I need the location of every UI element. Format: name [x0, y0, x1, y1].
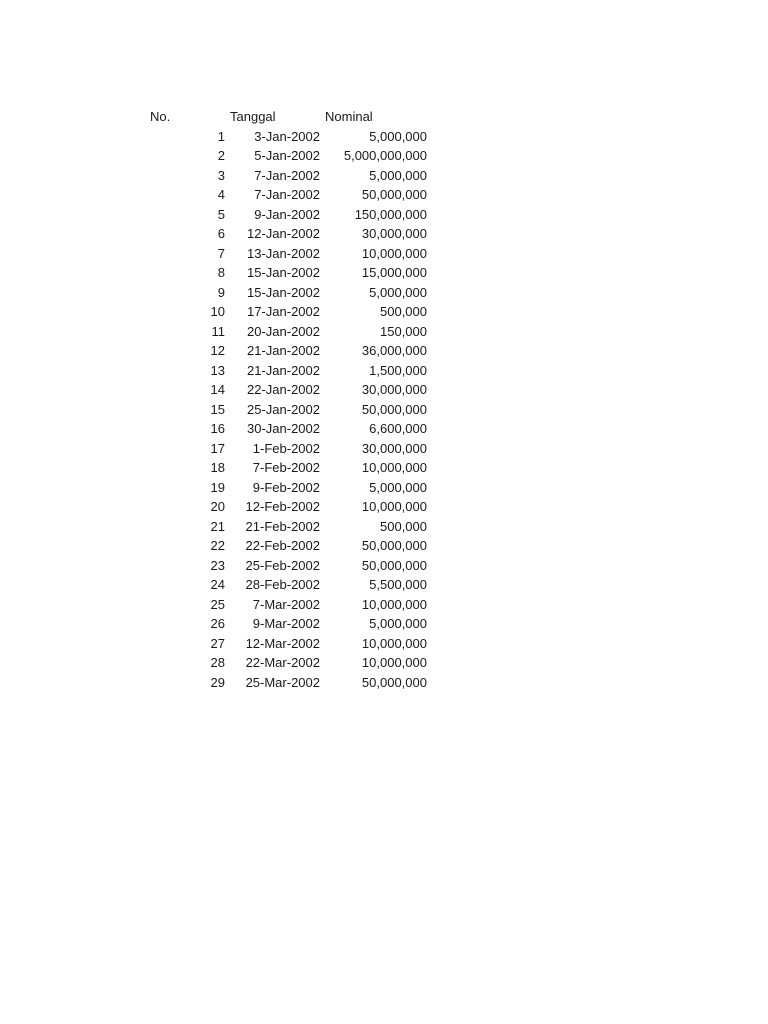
- table-row: [150, 361, 430, 381]
- row-tanggal: 25-Jan-2002: [247, 401, 320, 417]
- row-nominal: 150,000,000: [354, 206, 427, 222]
- table-row: [150, 185, 430, 205]
- row-tanggal: 17-Jan-2002: [247, 304, 320, 319]
- row-no: 25: [210, 596, 225, 612]
- row-nominal: 5,500,000: [369, 577, 427, 592]
- table-row: [150, 478, 430, 498]
- row-no: 8: [217, 265, 225, 280]
- table-row: [150, 634, 430, 654]
- row-nominal: 36,000,000: [361, 343, 427, 358]
- table-row: [150, 458, 430, 478]
- row-nominal: 50,000,000: [361, 557, 427, 573]
- row-no: 10: [210, 304, 225, 319]
- row-nominal: 5,000,000,000: [343, 148, 427, 163]
- row-tanggal: 5-Jan-2002: [254, 148, 320, 163]
- row-tanggal: 9-Feb-2002: [252, 479, 320, 495]
- row-no: 17: [210, 440, 225, 456]
- row-tanggal: 21-Jan-2002: [247, 343, 320, 358]
- row-no: 1: [217, 128, 225, 144]
- row-nominal: 50,000,000: [361, 187, 427, 202]
- row-nominal: 50,000,000: [361, 401, 427, 417]
- header-nominal: Nominal: [325, 109, 373, 124]
- row-tanggal: 25-Feb-2002: [245, 557, 320, 573]
- table-row: [150, 595, 430, 615]
- row-tanggal: 21-Feb-2002: [245, 518, 320, 534]
- row-no: 6: [217, 226, 225, 241]
- row-nominal: 15,000,000: [361, 265, 427, 280]
- header-row: [150, 107, 430, 127]
- row-nominal: 10,000,000: [361, 460, 427, 475]
- row-tanggal: 9-Mar-2002: [252, 616, 320, 631]
- row-tanggal: 22-Mar-2002: [245, 655, 320, 670]
- row-tanggal: 12-Jan-2002: [247, 226, 320, 241]
- row-tanggal: 7-Mar-2002: [252, 596, 320, 612]
- row-nominal: 50,000,000: [361, 674, 427, 690]
- row-nominal: 10,000,000: [361, 635, 427, 651]
- table-body: [150, 127, 430, 693]
- row-nominal: 10,000,000: [361, 245, 427, 261]
- table-row: [150, 341, 430, 361]
- row-no: 24: [210, 577, 225, 592]
- row-nominal: 50,000,000: [361, 538, 427, 553]
- table-row: [150, 517, 430, 537]
- row-no: 7: [217, 245, 225, 261]
- row-no: 4: [217, 187, 225, 202]
- row-no: 26: [210, 616, 225, 631]
- row-no: 16: [210, 421, 225, 436]
- table-row: [150, 575, 430, 595]
- row-tanggal: 7-Jan-2002: [254, 167, 320, 183]
- table-row: [150, 556, 430, 576]
- table-row: [150, 380, 430, 400]
- table-row: [150, 205, 430, 225]
- row-nominal: 1,500,000: [369, 362, 427, 378]
- row-no: 21: [210, 518, 225, 534]
- row-nominal: 30,000,000: [361, 440, 427, 456]
- row-tanggal: 15-Jan-2002: [247, 265, 320, 280]
- row-tanggal: 1-Feb-2002: [252, 440, 320, 456]
- table-row: [150, 302, 430, 322]
- row-tanggal: 22-Feb-2002: [245, 538, 320, 553]
- row-no: 11: [211, 323, 225, 339]
- row-no: 2: [217, 148, 225, 163]
- row-no: 23: [210, 557, 225, 573]
- row-nominal: 6,600,000: [369, 421, 427, 436]
- row-no: 5: [217, 206, 225, 222]
- row-tanggal: 22-Jan-2002: [247, 382, 320, 397]
- table-row: [150, 419, 430, 439]
- row-tanggal: 28-Feb-2002: [245, 577, 320, 592]
- row-tanggal: 13-Jan-2002: [247, 245, 320, 261]
- table-row: [150, 536, 430, 556]
- table-row: [150, 244, 430, 264]
- row-no: 3: [217, 167, 225, 183]
- row-no: 15: [210, 401, 225, 417]
- row-no: 28: [210, 655, 225, 670]
- row-tanggal: 7-Jan-2002: [254, 187, 320, 202]
- row-tanggal: 15-Jan-2002: [247, 284, 320, 300]
- row-tanggal: 30-Jan-2002: [247, 421, 320, 436]
- row-nominal: 10,000,000: [361, 596, 427, 612]
- row-no: 20: [210, 499, 225, 514]
- row-tanggal: 25-Mar-2002: [245, 674, 320, 690]
- row-nominal: 500,000: [380, 304, 427, 319]
- row-no: 14: [210, 382, 225, 397]
- row-nominal: 30,000,000: [361, 382, 427, 397]
- table-row: [150, 127, 430, 147]
- row-nominal: 150,000: [380, 323, 427, 339]
- row-nominal: 30,000,000: [361, 226, 427, 241]
- header-no: No.: [150, 109, 171, 124]
- table-row: [150, 497, 430, 517]
- row-nominal: 5,000,000: [369, 479, 427, 495]
- row-nominal: 10,000,000: [361, 655, 427, 670]
- row-no: 18: [210, 460, 225, 475]
- header-tanggal: Tanggal: [230, 109, 276, 124]
- row-tanggal: 12-Feb-2002: [245, 499, 320, 514]
- row-tanggal: 20-Jan-2002: [247, 323, 320, 339]
- row-tanggal: 12-Mar-2002: [245, 635, 320, 651]
- row-no: 9: [217, 284, 225, 300]
- row-tanggal: 21-Jan-2002: [247, 362, 320, 378]
- row-nominal: 500,000: [380, 518, 427, 534]
- row-tanggal: 9-Jan-2002: [254, 206, 320, 222]
- row-no: 19: [210, 479, 225, 495]
- table-row: [150, 673, 430, 693]
- transaction-table: [150, 107, 430, 692]
- row-tanggal: 7-Feb-2002: [252, 460, 320, 475]
- table-row: [150, 263, 430, 283]
- table-row: [150, 322, 430, 342]
- row-nominal: 5,000,000: [369, 616, 427, 631]
- row-nominal: 10,000,000: [361, 499, 427, 514]
- table-row: [150, 439, 430, 459]
- table-row: [150, 400, 430, 420]
- row-tanggal: 3-Jan-2002: [254, 128, 320, 144]
- row-nominal: 5,000,000: [369, 284, 427, 300]
- row-nominal: 5,000,000: [369, 167, 427, 183]
- row-nominal: 5,000,000: [369, 128, 427, 144]
- row-no: 22: [210, 538, 225, 553]
- table-row: [150, 653, 430, 673]
- row-no: 29: [210, 674, 225, 690]
- row-no: 12: [210, 343, 225, 358]
- table-row: [150, 166, 430, 186]
- table-row: [150, 283, 430, 303]
- row-no: 27: [210, 635, 225, 651]
- table-row: [150, 224, 430, 244]
- row-no: 13: [210, 362, 225, 378]
- table-row: [150, 614, 430, 634]
- table-row: [150, 146, 430, 166]
